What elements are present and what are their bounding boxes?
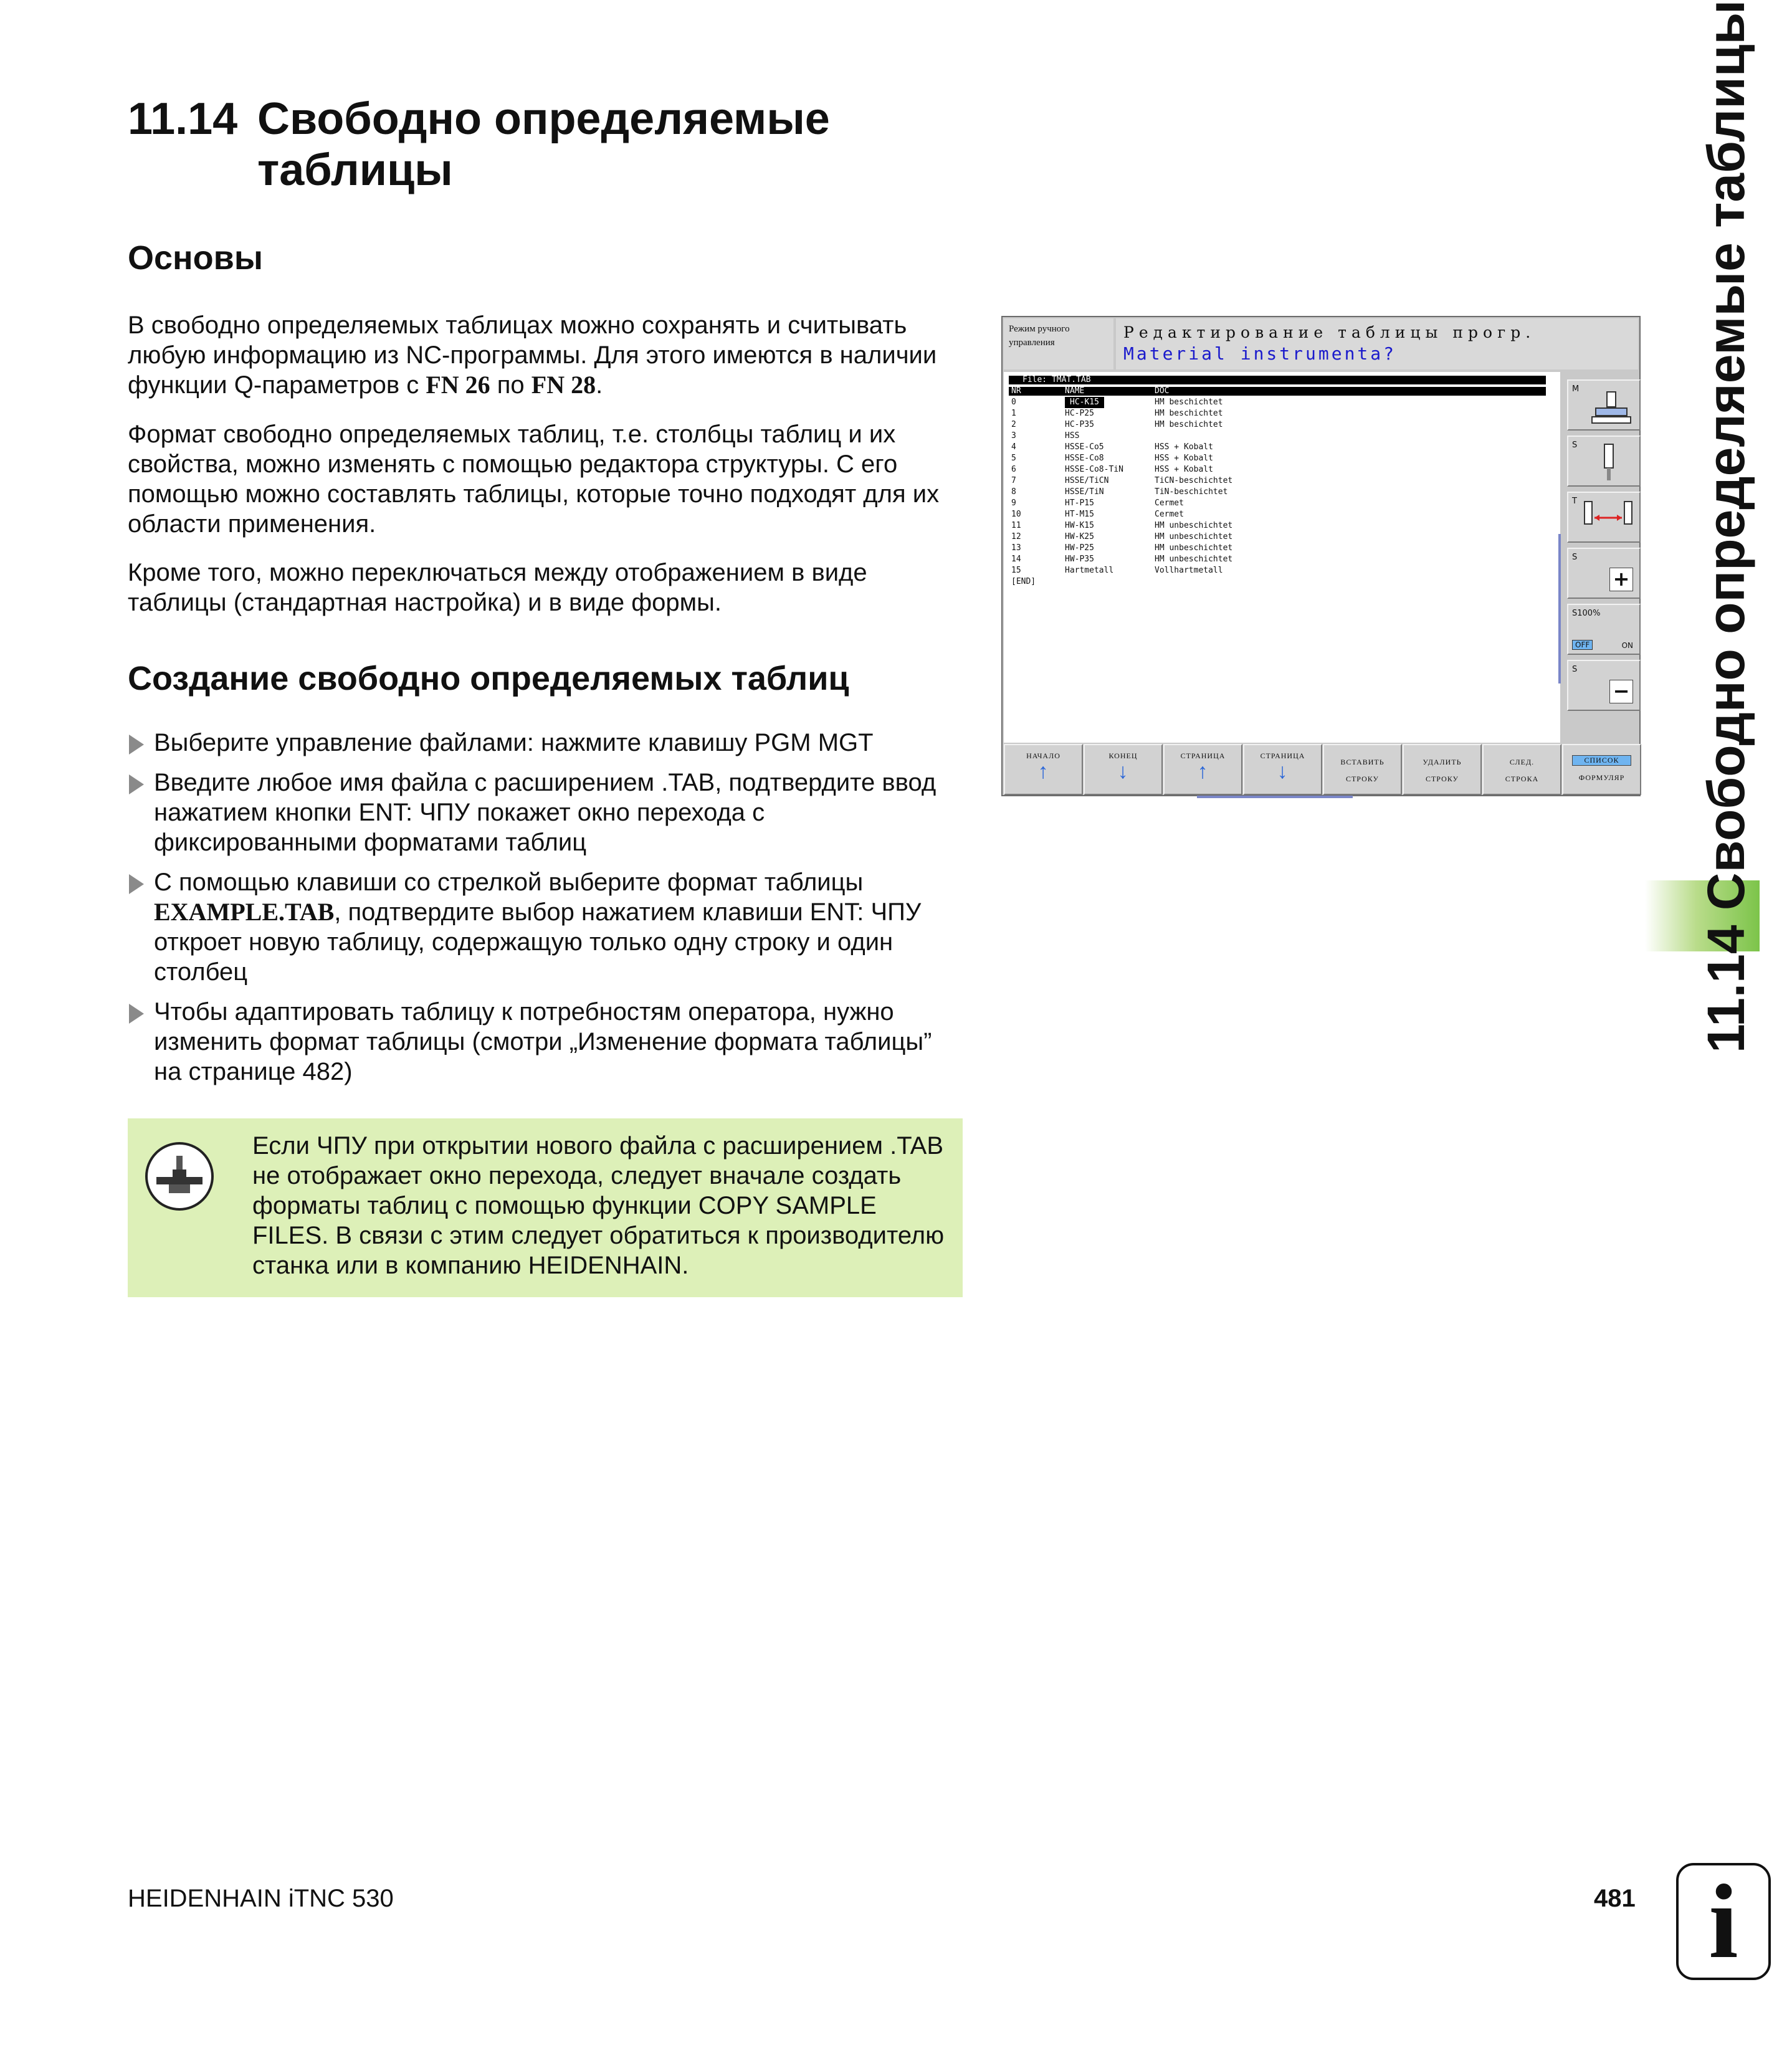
bullet-arrow-icon: [129, 735, 144, 755]
bullet-arrow-icon: [129, 1004, 144, 1024]
table-row[interactable]: 8 HSSE/TiN TiN-beschichtet: [1011, 487, 1228, 497]
table-row[interactable]: 7 HSSE/TiCN TiCN-beschichtet: [1011, 476, 1233, 485]
page-down-softkey[interactable]: СТРАНИЦА ↓: [1243, 744, 1322, 795]
list-item: Выберите управление файлами: нажмите клавишу PGM MGT: [128, 728, 966, 758]
table-row[interactable]: 4 HSSE-Co5 HSS + Kobalt: [1011, 442, 1213, 452]
list-item: Введите любое имя файла с расширением .TAB, подтвердите ввод нажатием кнопки ENT: ЧПУ покажет окно перехода с фиксированными форматами таблиц: [128, 768, 966, 857]
basics-heading: Основы: [128, 239, 263, 277]
spindle-plus-button[interactable]: S +: [1567, 548, 1641, 599]
table-row[interactable]: 0 HC-K15 HM beschichtet: [1011, 398, 1223, 407]
spindle-override-toggle[interactable]: S100% OFF ON: [1567, 604, 1641, 655]
page-up-softkey[interactable]: СТРАНИЦА ↑: [1163, 744, 1242, 795]
chapter-side-tab: 11.14 Свободно определяемые таблицы: [1697, 0, 1755, 1053]
vertical-scrollbar[interactable]: [1558, 534, 1561, 683]
machine-note: [128, 1118, 963, 1297]
plus-icon: +: [1609, 568, 1633, 591]
list-form-softkey[interactable]: СПИСОК ФОРМУЛЯР: [1562, 744, 1641, 795]
side-key-t[interactable]: T: [1567, 492, 1641, 543]
basics-paragraph-1: В свободно определяемых таблицах можно сохранять и считывать любую информацию из NC-программы. Для этого имеются в наличии функции Q-параметров с FN 26 по FN 28.: [128, 312, 937, 399]
spindle-icon: [1599, 443, 1618, 483]
section-title-line2: таблицы: [257, 145, 453, 195]
list-item: Чтобы адаптировать таблицу к потребностям оператора, нужно изменить формат таблицы (смотри „Изменение формата таблицы” на странице 482): [128, 997, 966, 1087]
page-number: 481: [1594, 1885, 1636, 1912]
tool-change-icon: [1581, 499, 1637, 539]
table-area: [1004, 372, 1560, 743]
insert-line-softkey[interactable]: ВСТАВИТЬ СТРОКУ: [1323, 744, 1402, 795]
info-icon: i: [1676, 1863, 1771, 1980]
create-heading: Создание свободно определяемых таблиц: [128, 660, 849, 697]
table-row[interactable]: 12 HW-K25 HM unbeschichtet: [1011, 532, 1233, 541]
table-row[interactable]: 3 HSS: [1011, 431, 1080, 441]
header-prompt: Material instrumenta?: [1123, 343, 1397, 364]
section-number: 11.14: [128, 94, 238, 144]
note-text: Если ЧПУ при открытии нового файла с расширением .TAB не отображает окно перехода, следует вначале создать форматы таблиц с помощью функции COPY SAMPLE FILES. В связи с этим следует обратиться к производителю станка или в компанию HEIDENHAIN.: [252, 1132, 945, 1279]
mode-label: Режим ручного управления: [1004, 318, 1113, 369]
table-row[interactable]: 5 HSSE-Co8 HSS + Kobalt: [1011, 454, 1213, 463]
steps-list: [128, 728, 966, 1097]
bullet-arrow-icon: [129, 774, 144, 794]
minus-icon: −: [1609, 680, 1633, 703]
on-option[interactable]: ON: [1621, 641, 1633, 650]
table-row[interactable]: 15 Hartmetall Vollhartmetall: [1011, 566, 1223, 575]
off-option[interactable]: OFF: [1572, 640, 1593, 650]
bullet-arrow-icon: [129, 874, 144, 894]
end-softkey[interactable]: КОНЕЦ ↓: [1084, 744, 1163, 795]
end-marker: [END]: [1011, 577, 1036, 586]
softkey-bar: [1004, 744, 1639, 795]
machine-icon: [1589, 389, 1633, 427]
arrow-down-icon: ↓: [1117, 760, 1129, 783]
begin-softkey[interactable]: НАЧАЛО ↑: [1004, 744, 1083, 795]
next-line-softkey[interactable]: СЛЕД. СТРОКА: [1482, 744, 1561, 795]
section-title-line1: Свободно определяемые: [257, 94, 830, 144]
arrow-up-icon: ↑: [1037, 760, 1049, 783]
horizontal-scrollbar[interactable]: [1197, 796, 1353, 798]
table-row[interactable]: 10 HT-M15 Cermet: [1011, 510, 1184, 519]
table-row[interactable]: 9 HT-P15 Cermet: [1011, 498, 1184, 508]
list-item: С помощью клавиши со стрелкой выберите формат таблицы EXAMPLE.TAB, подтвердите выбор нажатием клавиши ENT: ЧПУ откроет новую таблицу, содержащую только одну строку и один столбец: [128, 867, 966, 987]
table-header: NR NAME DOC: [1009, 387, 1546, 396]
table-row[interactable]: 6 HSSE-Co8-TiN HSS + Kobalt: [1011, 465, 1213, 474]
footer-product: HEIDENHAIN iTNC 530: [128, 1885, 394, 1912]
tnc-screenshot: [1001, 316, 1641, 796]
basics-paragraph-3: Кроме того, можно переключаться между отображением в виде таблицы (стандартная настройка) и в виде формы.: [128, 559, 867, 616]
table-row[interactable]: 14 HW-P35 HM unbeschichtet: [1011, 555, 1233, 564]
file-label: File: TMAT.TAB: [1009, 376, 1546, 384]
table-row[interactable]: 2 HC-P35 HM beschichtet: [1011, 420, 1223, 429]
basics-paragraph-2: Формат свободно определяемых таблиц, т.е. столбцы таблиц и их свойства, можно изменять с помощью редактора структуры. С его помощью можно составлять таблицы, которые точно подходят для их области применения.: [128, 421, 940, 538]
spindle-minus-button[interactable]: S −: [1567, 660, 1641, 711]
side-key-m[interactable]: M: [1567, 379, 1641, 431]
table-row[interactable]: 1 HC-P25 HM beschichtet: [1011, 409, 1223, 418]
screen-header: [1116, 318, 1638, 369]
side-key-s[interactable]: S: [1567, 436, 1641, 487]
arrow-down-icon: ↓: [1277, 760, 1289, 783]
table-row[interactable]: 11 HW-K15 HM unbeschichtet: [1011, 521, 1233, 530]
table-rows: [1009, 397, 1546, 588]
machine-tool-icon: [145, 1142, 214, 1211]
arrow-up-icon: ↑: [1197, 760, 1209, 783]
table-row[interactable]: 13 HW-P25 HM unbeschichtet: [1011, 543, 1233, 553]
header-line1: Редактирование таблицы прогр.: [1123, 323, 1536, 341]
delete-line-softkey[interactable]: УДАЛИТЬ СТРОКУ: [1403, 744, 1482, 795]
